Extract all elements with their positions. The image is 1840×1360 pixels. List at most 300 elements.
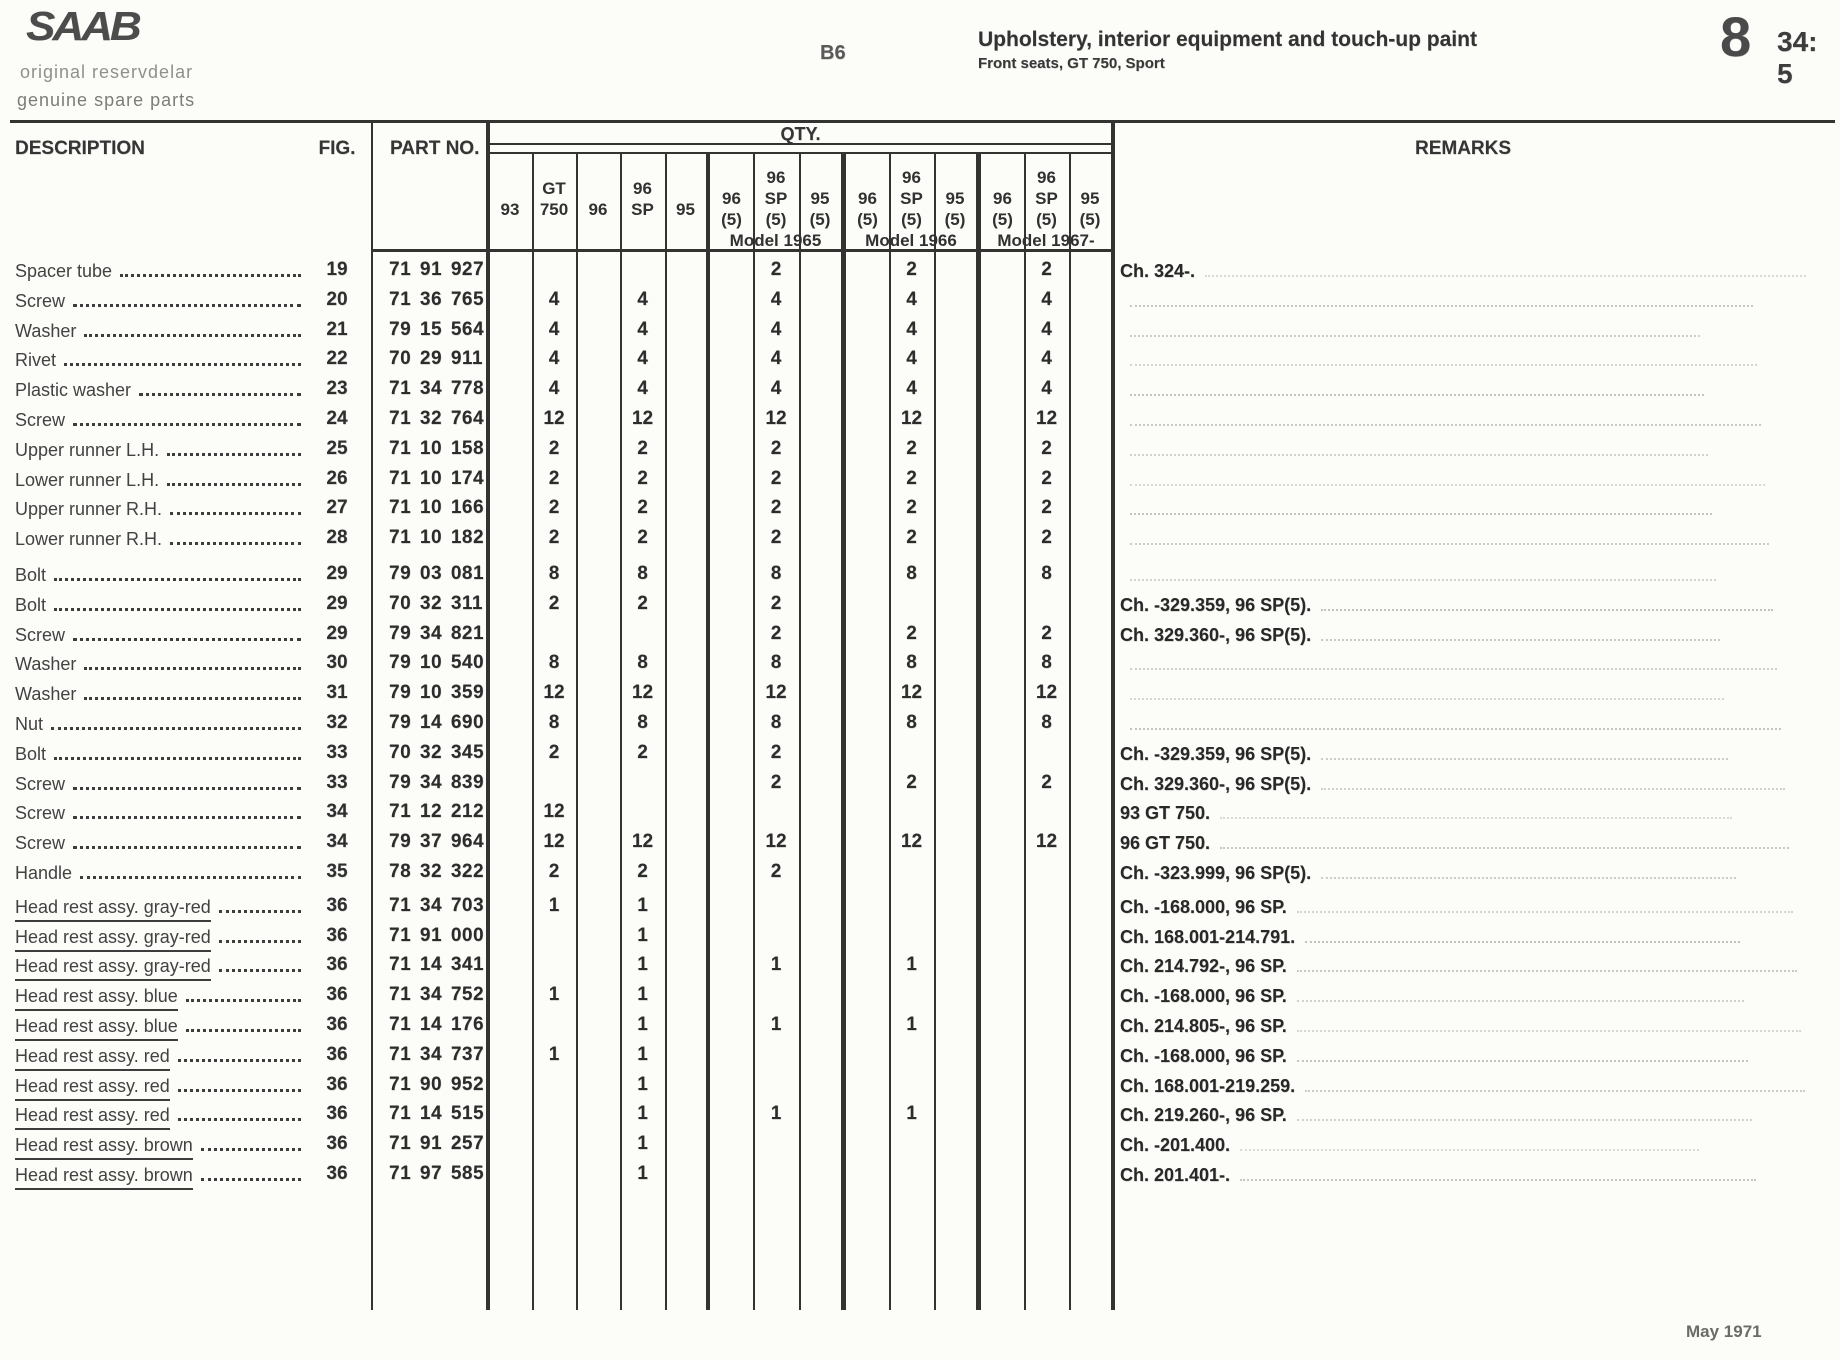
qty-cell: 1 [906, 1014, 917, 1035]
part-number: 79 03 081 [389, 563, 485, 584]
leader-dots [51, 727, 301, 730]
remark-cell [1120, 344, 1806, 374]
qty-cell: 8 [637, 563, 648, 584]
table-row [0, 980, 1840, 1010]
description-cell [15, 738, 307, 768]
part-description: Head rest assy. gray-red [15, 956, 211, 981]
qty-cell: 8 [1041, 712, 1052, 733]
leader-dots [84, 697, 301, 700]
part-number: 71 34 778 [389, 378, 485, 400]
remark-text: 96 GT 750. [1120, 833, 1211, 854]
remark-leader [1130, 335, 1700, 337]
qty-cell: 4 [1041, 318, 1052, 340]
remark-leader [1297, 1119, 1752, 1121]
qty-column-header [753, 154, 799, 230]
fig-number: 33 [326, 771, 348, 793]
remark-leader [1130, 728, 1781, 730]
leader-dots [170, 512, 301, 515]
part-description: Head rest assy. red [15, 1105, 170, 1130]
qty-cell: 12 [765, 831, 787, 853]
part-description: Head rest assy. gray-red [15, 897, 211, 922]
brand-line-english: genuine spare parts [17, 90, 196, 110]
qty-cell: 8 [770, 652, 782, 674]
header-remarks: REMARKS [1414, 138, 1512, 159]
table-row [0, 648, 1840, 678]
fig-number: 21 [326, 318, 348, 340]
leader-dots [54, 608, 301, 611]
part-description: Bolt [15, 743, 47, 764]
fig-number: 32 [326, 712, 348, 733]
fig-number: 34 [326, 801, 348, 823]
part-description: Head rest assy. blue [15, 986, 178, 1011]
part-description: Plastic washer [15, 380, 132, 401]
qty-cell: 12 [900, 831, 923, 853]
description-cell [15, 434, 307, 464]
qty-column-header-line: 96 [588, 200, 608, 219]
qty-model-label: Model 1967- [997, 231, 1095, 250]
part-description: Washer [15, 654, 77, 675]
part-number: 71 10 174 [389, 467, 485, 489]
fig-number: 36 [326, 894, 348, 916]
part-number: 71 97 585 [389, 1163, 485, 1184]
qty-column-header [532, 154, 576, 220]
description-cell [15, 315, 307, 345]
remark-leader [1321, 877, 1736, 879]
qty-cell: 1 [548, 894, 560, 916]
table-row [0, 464, 1840, 494]
page-title: Upholstery, interior equipment and touch-up paint [978, 28, 1477, 51]
remark-cell [1120, 708, 1806, 738]
qty-cell: 4 [637, 378, 648, 400]
part-description: Screw [15, 624, 66, 645]
part-number: 70 32 345 [389, 741, 485, 763]
qty-cell: 12 [900, 682, 923, 704]
qty-cell: 2 [770, 437, 782, 459]
fig-number: 25 [326, 437, 348, 459]
qty-cell: 2 [548, 861, 560, 882]
remark-cell [1120, 827, 1806, 857]
fig-number: 36 [326, 1073, 348, 1095]
table-row [0, 1070, 1840, 1100]
qty-cell: 2 [637, 527, 648, 549]
part-description: Head rest assy. blue [15, 1016, 178, 1041]
description-cell [15, 374, 307, 404]
remark-leader [1321, 609, 1773, 611]
qty-cell: 8 [906, 712, 917, 733]
part-description: Screw [15, 410, 66, 430]
table-row [0, 827, 1840, 857]
part-number: 71 34 737 [389, 1043, 485, 1065]
remark-leader [1305, 1090, 1805, 1092]
qty-column-header [934, 154, 976, 230]
fig-number: 36 [326, 924, 348, 946]
part-number: 71 34 703 [389, 894, 485, 916]
qty-column-header [710, 154, 753, 230]
leader-dots [73, 304, 301, 307]
qty-cell: 8 [548, 712, 560, 733]
qty-cell: 2 [637, 437, 648, 459]
table-line [10, 120, 1835, 123]
qty-column-header-line: 95 [945, 189, 965, 208]
leader-dots [186, 999, 301, 1002]
qty-cell: 2 [548, 437, 560, 459]
remark-cell [1120, 980, 1806, 1010]
description-cell [15, 648, 307, 678]
qty-cell: 12 [1035, 408, 1058, 429]
qty-column-header-line: (5) [809, 210, 831, 229]
fig-number: 36 [326, 1163, 348, 1184]
table-row [0, 434, 1840, 464]
qty-cell: 4 [1041, 348, 1052, 370]
qty-cell: 2 [548, 497, 560, 519]
description-cell [15, 1159, 307, 1189]
remark-leader [1220, 847, 1789, 849]
remark-leader [1220, 817, 1732, 819]
table-row [0, 708, 1840, 738]
remark-leader [1240, 1149, 1699, 1151]
part-number: 71 34 752 [389, 984, 485, 1006]
remark-leader [1130, 394, 1704, 396]
qty-column-header-line: 96 [858, 189, 877, 208]
description-cell [15, 589, 307, 619]
table-row [0, 768, 1840, 798]
remark-cell [1120, 255, 1806, 285]
qty-column-header-line: (5) [901, 210, 922, 229]
description-cell [15, 1099, 307, 1129]
part-description: Head rest assy. red [15, 1046, 170, 1071]
fig-number: 35 [326, 861, 348, 882]
remark-leader [1130, 579, 1716, 581]
leader-dots [73, 816, 301, 819]
fig-number: 31 [326, 682, 348, 704]
remark-leader [1321, 788, 1785, 790]
fig-number: 36 [326, 984, 348, 1006]
qty-cell: 12 [1035, 831, 1058, 853]
qty-column-header-line: 96 [766, 168, 786, 187]
remark-cell [1120, 1070, 1806, 1100]
fig-number: 36 [326, 1043, 348, 1065]
qty-cell: 2 [906, 259, 917, 280]
part-number: 78 32 322 [389, 861, 485, 882]
qty-cell: 4 [770, 288, 782, 310]
remark-cell [1120, 559, 1806, 589]
part-description: Screw [15, 290, 66, 311]
table-row [0, 559, 1840, 589]
remark-text: Ch. 214.805-, 96 SP. [1120, 1016, 1287, 1036]
qty-cell: 12 [765, 408, 787, 429]
remark-cell [1120, 523, 1806, 553]
fig-number: 29 [326, 563, 348, 584]
fig-number: 36 [326, 1014, 348, 1035]
part-description: Lower runner L.H. [15, 469, 160, 490]
qty-cell: 1 [906, 954, 917, 976]
qty-cell: 12 [631, 831, 654, 853]
part-number: 79 34 839 [389, 771, 485, 793]
qty-column-header-line: GT [542, 179, 566, 198]
leader-dots [167, 453, 301, 456]
qty-column-header-line: (5) [1036, 210, 1057, 229]
description-cell [15, 857, 307, 887]
qty-cell: 2 [770, 592, 782, 614]
part-number: 79 10 540 [389, 652, 485, 674]
footer-date: May 1971 [1686, 1322, 1762, 1341]
part-description: Bolt [15, 594, 47, 615]
qty-column-header-line: 95 [676, 200, 695, 219]
qty-column-header-line: SP [1035, 189, 1058, 208]
qty-model-label: Model 1966 [865, 231, 957, 250]
qty-cell: 2 [548, 592, 560, 614]
description-cell [15, 797, 307, 827]
description-cell [15, 1129, 307, 1159]
remark-cell [1120, 1040, 1806, 1070]
part-number: 71 91 927 [389, 259, 485, 280]
fig-number: 36 [326, 1103, 348, 1125]
table-row [0, 797, 1840, 827]
part-description: Screw [15, 773, 66, 794]
qty-column-header-line: (5) [1079, 210, 1101, 229]
leader-dots [54, 757, 301, 760]
qty-cell: 1 [637, 954, 648, 976]
remark-leader [1297, 1030, 1801, 1032]
remark-cell [1120, 315, 1806, 345]
part-description: Screw [15, 833, 66, 854]
part-number: 70 29 911 [389, 348, 483, 370]
qty-cell: 12 [900, 408, 923, 429]
remark-leader [1297, 911, 1793, 913]
remark-text: Ch. -168.000, 96 SP. [1120, 896, 1287, 917]
leader-dots [139, 393, 301, 396]
qty-column-header [799, 154, 841, 230]
remark-leader [1240, 1179, 1756, 1181]
remark-cell [1120, 797, 1806, 827]
remark-cell [1120, 374, 1806, 404]
qty-cell: 1 [637, 894, 648, 916]
description-cell [15, 1010, 307, 1040]
description-cell [15, 891, 307, 921]
qty-cell: 8 [770, 712, 782, 733]
qty-cell: 1 [770, 1014, 782, 1035]
description-cell [15, 921, 307, 951]
qty-cell: 1 [637, 1163, 648, 1184]
leader-dots [201, 1178, 301, 1181]
qty-column-header [576, 154, 620, 220]
remark-cell [1120, 738, 1806, 768]
qty-cell: 8 [1041, 652, 1052, 674]
qty-column-header-line: 93 [500, 200, 520, 219]
leader-dots [73, 846, 301, 849]
qty-cell: 2 [1041, 497, 1052, 519]
remark-leader [1130, 543, 1769, 545]
qty-cell: 12 [543, 831, 565, 853]
qty-cell: 2 [906, 771, 917, 793]
description-cell [15, 255, 307, 285]
qty-cell: 2 [548, 741, 560, 763]
remark-leader [1130, 454, 1708, 456]
fig-number: 34 [326, 831, 348, 853]
description-cell [15, 559, 307, 589]
description-cell [15, 285, 307, 315]
part-number: 71 90 952 [389, 1073, 485, 1095]
page-number-minor: 34: 5 [1777, 26, 1818, 89]
description-cell [15, 493, 307, 523]
part-number: 71 10 182 [389, 527, 485, 549]
remark-leader [1205, 275, 1806, 277]
leader-dots [178, 1089, 301, 1092]
header-description: DESCRIPTION [15, 138, 145, 159]
qty-cell: 2 [637, 497, 648, 519]
fig-number: 29 [326, 592, 348, 614]
leader-dots [64, 363, 301, 366]
part-number: 71 14 515 [389, 1103, 485, 1125]
qty-cell: 12 [631, 682, 654, 704]
qty-cell: 1 [637, 1073, 648, 1095]
qty-cell: 2 [770, 467, 782, 489]
remark-leader [1130, 364, 1757, 366]
qty-cell: 2 [770, 741, 782, 763]
remark-leader [1130, 513, 1712, 515]
remark-leader [1130, 305, 1753, 307]
qty-cell: 4 [548, 378, 560, 400]
qty-cell: 2 [1041, 527, 1052, 549]
remark-text: Ch. -329.359, 96 SP(5). [1120, 743, 1312, 764]
table-row [0, 1040, 1840, 1070]
part-description: Upper runner R.H. [15, 499, 163, 520]
remark-leader [1130, 484, 1765, 486]
part-number: 71 10 166 [389, 497, 485, 519]
part-number: 71 32 764 [389, 408, 485, 429]
qty-cell: 4 [548, 318, 560, 340]
remark-cell [1120, 857, 1806, 887]
description-cell [15, 768, 307, 798]
table-row [0, 857, 1840, 887]
fig-number: 24 [326, 408, 348, 429]
remark-text: Ch. 168.001-219.259. [1120, 1075, 1296, 1096]
part-description: Rivet [15, 350, 57, 371]
fig-number: 27 [326, 497, 348, 519]
table-row [0, 404, 1840, 434]
qty-cell: 4 [548, 288, 560, 310]
qty-cell: 2 [637, 861, 648, 882]
remark-cell [1120, 589, 1806, 619]
qty-cell: 12 [543, 801, 565, 823]
part-description: Lower runner R.H. [15, 529, 163, 550]
remark-leader [1130, 424, 1761, 426]
qty-column-header-line: (5) [765, 210, 787, 229]
qty-cell: 8 [548, 563, 560, 584]
qty-cell: 8 [548, 652, 560, 674]
qty-cell: 2 [548, 527, 560, 549]
part-number: 71 91 000 [389, 924, 485, 946]
qty-cell: 1 [637, 1043, 648, 1065]
header-fig: FIG. [318, 138, 356, 159]
remark-text: Ch. 168.001-214.791. [1120, 926, 1296, 947]
leader-dots [170, 542, 301, 545]
fig-number: 33 [326, 741, 348, 763]
part-number: 79 14 690 [389, 712, 485, 733]
qty-column-header-line: 96 [722, 189, 741, 208]
remark-leader [1297, 970, 1797, 972]
part-number: 71 36 765 [389, 288, 485, 310]
remark-cell [1120, 1010, 1806, 1040]
leader-dots [219, 969, 301, 972]
part-description: Head rest assy. brown [15, 1135, 193, 1160]
qty-cell: 2 [637, 467, 648, 489]
qty-cell: 2 [548, 467, 560, 489]
remark-cell [1120, 678, 1806, 708]
qty-column-header-line: (5) [721, 210, 742, 229]
qty-cell: 4 [906, 378, 917, 400]
leader-dots [120, 274, 301, 277]
table-row [0, 1129, 1840, 1159]
qty-cell: 1 [637, 984, 648, 1006]
fig-number: 26 [326, 467, 348, 489]
description-cell [15, 708, 307, 738]
part-number: 71 91 257 [389, 1133, 485, 1155]
qty-cell: 4 [548, 348, 560, 370]
qty-cell: 12 [543, 408, 565, 429]
remark-text: Ch. 329.360-, 96 SP(5). [1120, 624, 1312, 645]
leader-dots [73, 638, 301, 641]
qty-column-header [1024, 154, 1069, 230]
qty-cell: 1 [548, 984, 560, 1006]
part-description: Washer [15, 684, 77, 705]
qty-cell: 2 [1041, 622, 1052, 644]
qty-column-header-line: (5) [992, 210, 1013, 229]
qty-cell: 2 [770, 861, 782, 882]
part-description: Bolt [15, 565, 47, 585]
qty-cell: 8 [637, 712, 648, 733]
part-number: 79 15 564 [389, 318, 485, 340]
qty-model-label: Model 1965 [729, 231, 822, 250]
qty-cell: 2 [637, 592, 648, 614]
part-description: Washer [15, 320, 77, 341]
table-row [0, 255, 1840, 285]
qty-column-header [1069, 154, 1111, 230]
remark-cell [1120, 619, 1806, 649]
remark-text: Ch. -323.999, 96 SP(5). [1120, 863, 1312, 883]
description-cell [15, 464, 307, 494]
leader-dots [80, 876, 301, 879]
leader-dots [73, 787, 301, 790]
remark-leader [1321, 639, 1720, 641]
qty-cell: 2 [770, 527, 782, 549]
leader-dots [219, 940, 301, 943]
remark-text: Ch. 324-. [1120, 261, 1196, 281]
table-row [0, 374, 1840, 404]
part-number: 71 10 158 [389, 437, 485, 459]
table-row [0, 493, 1840, 523]
saab-logo: SAAB [26, 4, 139, 50]
leader-dots [219, 910, 301, 913]
part-number: 70 32 311 [389, 592, 483, 614]
qty-cell: 4 [770, 348, 782, 370]
qty-cell: 4 [906, 318, 917, 340]
qty-cell: 2 [637, 741, 648, 763]
qty-column-header-line: 96 [993, 189, 1012, 208]
fig-number: 23 [326, 378, 348, 400]
qty-cell: 4 [637, 348, 648, 370]
qty-cell: 2 [1041, 771, 1052, 793]
qty-cell: 2 [906, 437, 917, 459]
qty-cell: 1 [770, 954, 782, 976]
part-description: Head rest assy. gray-red [15, 927, 211, 952]
remark-leader [1297, 1000, 1744, 1002]
qty-column-header-line: SP [764, 189, 788, 208]
qty-cell: 8 [906, 563, 917, 584]
remark-leader [1130, 698, 1724, 700]
fig-number: 29 [326, 622, 348, 644]
qty-cell: 8 [906, 652, 917, 674]
